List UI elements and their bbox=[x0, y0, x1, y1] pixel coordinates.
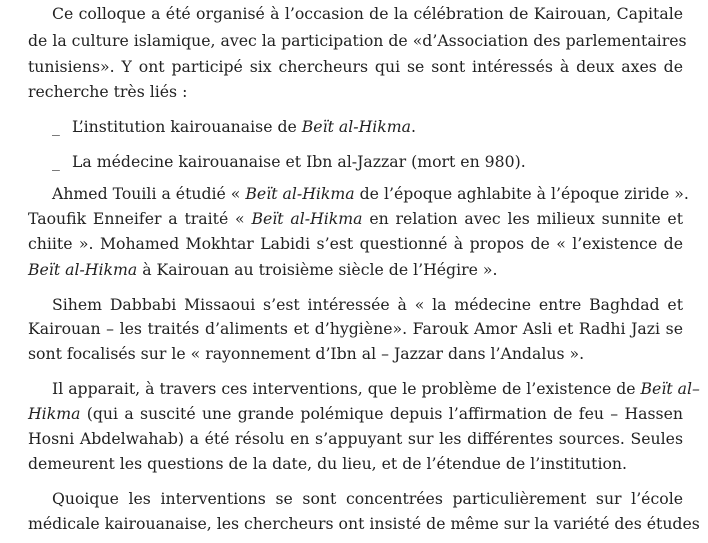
bullet-dash: _ bbox=[52, 152, 60, 171]
paragraph-5-line-2: médicale kairouanaise, les chercheurs ont insisté de même sur la variété des études bbox=[28, 514, 700, 533]
p2-l4-italic: Beït al-Hikma bbox=[28, 260, 138, 279]
bullet-item-2 bbox=[28, 150, 683, 174]
bullet-1-italic: Beït al-Hikma bbox=[301, 117, 412, 136]
bullet-dash: _ bbox=[52, 117, 60, 136]
p2-l1-italic: Beït al-Hikma bbox=[245, 184, 355, 203]
p2-l4-text-b: à Kairouan au troisième siècle de l’Hégire ». bbox=[137, 260, 498, 279]
paragraph-3-line-2: Kairouan – les traités d’aliments et d’hygiène». Farouk Amor Asli et Radhi Jazi se bbox=[28, 319, 683, 338]
paragraph-1-line-1: Ce colloque a été organisé à l’occasion de la célébration de Kairouan, Capitale bbox=[52, 4, 683, 23]
p2-l2-italic: Beït al-Hikma bbox=[251, 209, 363, 228]
p2-l2-text-a: Taoufik Enneifer a traité « bbox=[28, 209, 252, 228]
p4-l1-italic: Beït al– bbox=[640, 379, 700, 398]
paragraph-4-line-1 bbox=[28, 377, 700, 401]
paragraph-2-line-3: chiite ». Mohamed Mokhtar Labidi s’est questionné à propos de « l’existence de bbox=[28, 234, 683, 253]
p2-l1-text-a: Ahmed Touili a étudié « bbox=[52, 184, 246, 203]
p2-l2-text-b: en relation avec les milieux sunnite et bbox=[362, 209, 684, 228]
paragraph-1-line-3: tunisiens». Y ont participé six chercheurs qui se sont intéressés à deux axes de bbox=[28, 57, 683, 76]
paragraph-3-line-3: sont focalisés sur le « rayonnement d’Ibn al – Jazzar dans l’Andalus ». bbox=[28, 344, 585, 363]
paragraph-2-line-2 bbox=[28, 207, 683, 231]
bullet-1-text: L’institution kairouanaise de bbox=[72, 117, 302, 136]
paragraph-4-line-4: demeurent les questions de la date, du lieu, et de l’étendue de l’institution. bbox=[28, 454, 627, 473]
paragraph-4-line-3: Hosni Abdelwahab) a été résolu en s’appuyant sur les différentes sources. Seules bbox=[28, 429, 683, 448]
paragraph-2-line-4 bbox=[28, 258, 683, 282]
bullet-1-end: . bbox=[411, 117, 417, 136]
paragraph-1-line-4: recherche très liés : bbox=[28, 82, 188, 101]
bullet-item-1 bbox=[28, 115, 683, 139]
bullet-2-text: La médecine kairouanaise et Ibn al-Jazzar (mort en 980). bbox=[72, 152, 526, 171]
paragraph-1-line-2: de la culture islamique, avec la participation de «d’Association des parlementaires bbox=[28, 31, 687, 50]
p4-l2-text-b: (qui a suscité une grande polémique depuis l’affirmation de feu – Hassen bbox=[80, 404, 683, 423]
paragraph-5-line-1: Quoique les interventions se sont concentrées particulièrement sur l’école bbox=[52, 489, 683, 508]
p2-l1-text-b: de l’époque aghlabite à l’époque ziride ». bbox=[354, 184, 689, 203]
paragraph-3-line-1: Sihem Dabbabi Missaoui s’est intéressée à « la médecine entre Baghdad et bbox=[52, 295, 683, 314]
paragraph-4-line-2 bbox=[28, 402, 683, 426]
paragraph-2-line-1 bbox=[28, 182, 689, 206]
p4-l2-italic: Hikma bbox=[28, 404, 81, 423]
p4-l1-text-a: Il apparait, à travers ces interventions, que le problème de l’existence de bbox=[52, 379, 641, 398]
